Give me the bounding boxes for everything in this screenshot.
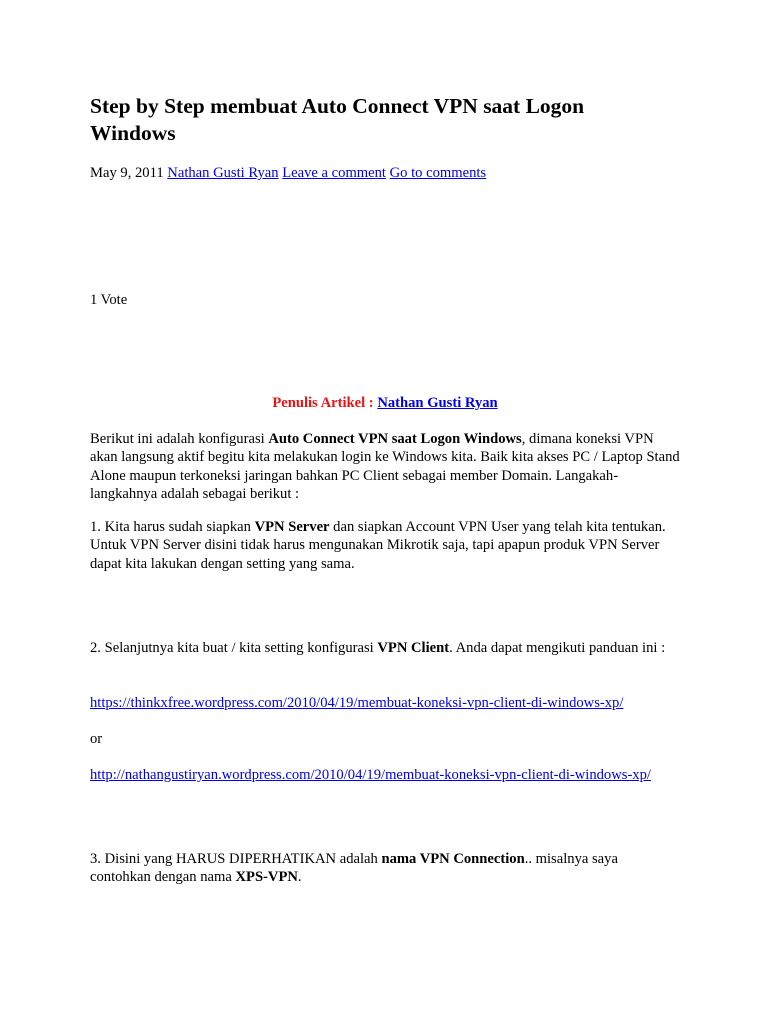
vote-count: 1 Vote [90,292,128,308]
step2-paragraph [90,639,680,657]
intro-paragraph [90,430,680,504]
step3-bold-1: nama VPN Connection [381,851,525,867]
thinkxfree-link[interactable]: https://thinkxfree.wordpress.com/2010/04/19/membuat-koneksi-vpn-client-di-windows-xp/ [90,695,624,711]
intro-text-2: , dimana koneksi VPN akan langsung aktif begitu kita melakukan login ke Windows kita. Baik kita akses PC / Laptop Stand Alone maupun terkoneksi jaringan bahkan PC Client sebagai member Domain. Langakah-langkahnya adalah sebagai berikut : [90,431,680,503]
step2-bold: VPN Client [377,640,450,656]
intro-text-1: Berikut ini adalah konfigurasi [90,431,269,447]
post-date: May 9, 2011 [90,165,164,181]
step1-text-2: dan siapkan Account VPN User yang telah kita tentukan. Untuk VPN Server disini tidak harus mengunakan Mikrotik saja, tapi apapun produk VPN Server dapat kita lakukan dengan setting yang sama. [90,519,666,572]
nathangustiryan-link[interactable]: http://nathangustiryan.wordpress.com/2010/04/19/membuat-koneksi-vpn-client-di-windows-xp/ [90,767,651,783]
step3-text-1: 3. Disini yang HARUS DIPERHATIKAN adalah [90,851,382,867]
step2-text-1: 2. Selanjutnya kita buat / kita setting konfigurasi [90,640,378,656]
byline [90,394,680,412]
post-meta [90,164,486,182]
step3-text-2: .. misalnya saya contohkan dengan nama [90,851,618,886]
step3-text-3: . [297,869,302,886]
step1-bold: VPN Server [254,519,330,535]
intro-bold: Auto Connect VPN saat Logon Windows [268,431,522,447]
or-text: or [90,731,103,747]
page-title: Step by Step membuat Auto Connect VPN saat Logon Windows [90,94,585,145]
step2-text-2: . Anda dapat mengikuti panduan ini : [449,640,666,656]
author-link[interactable]: Nathan Gusti Ryan [167,165,279,181]
link1-paragraph [90,694,680,712]
step3-paragraph [90,850,680,887]
byline-author-link[interactable]: Nathan Gusti Ryan [377,395,498,411]
byline-label: Penulis Artikel : [272,395,374,411]
step1-text-1: 1. Kita harus sudah siapkan [90,519,255,535]
step1-paragraph [90,518,680,573]
step3-bold-2: XPS-VPN [235,869,298,886]
go-to-comments-link[interactable]: Go to comments [389,165,487,181]
leave-comment-link[interactable]: Leave a comment [282,165,386,181]
link2-paragraph [90,766,680,784]
